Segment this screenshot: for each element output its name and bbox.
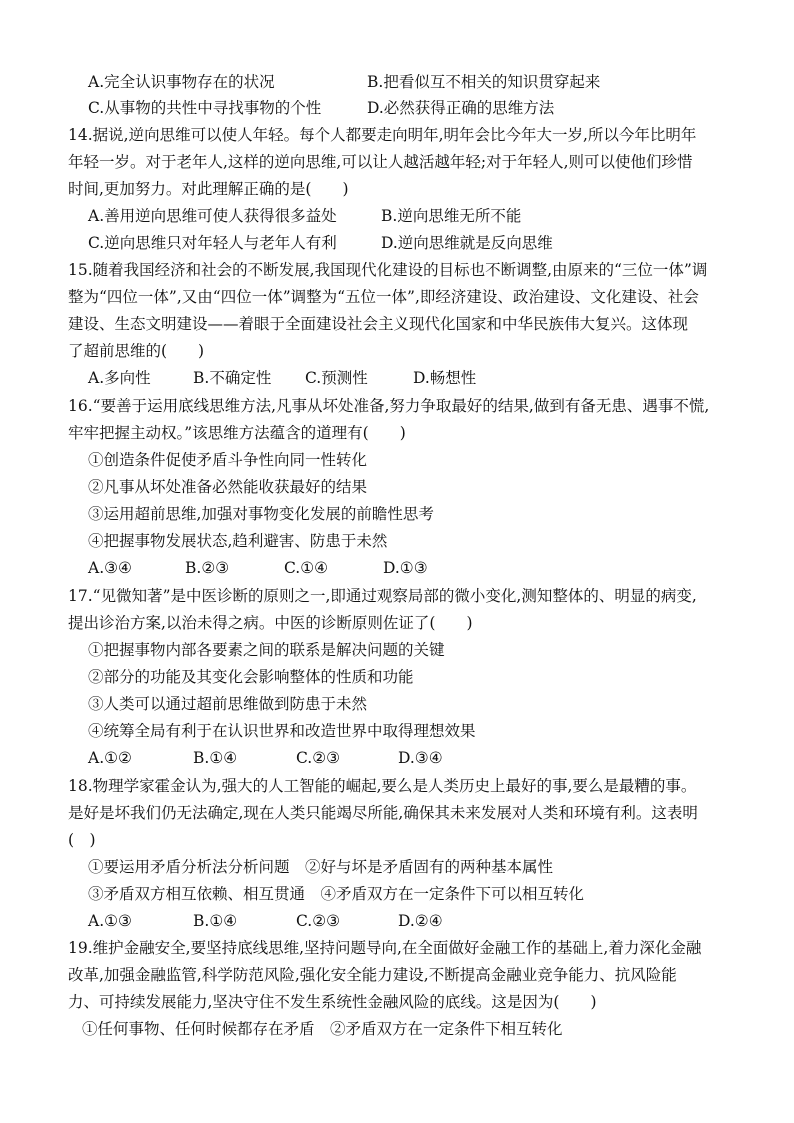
q15-stem-line-4: 了超前思维的( ) [68, 342, 205, 360]
q18-option-d: D.②④ [398, 912, 443, 930]
q14-option-a: A.善用逆向思维可使人获得很多益处 [88, 207, 337, 225]
q17-stem-line-1: 17.“见微知著”是中医诊断的原则之一,即通过观察局部的微小变化,测知整体的、明显的病变, [68, 587, 697, 605]
q17-statement-4: ④统筹全局有利于在认识世界和改造世界中取得理想效果 [88, 722, 476, 740]
q17-statement-2: ②部分的功能及其变化会影响整体的性质和功能 [88, 668, 414, 686]
q16-statement-2: ②凡事从坏处准备必然能收获最好的结果 [88, 478, 368, 496]
q16-statement-3: ③运用超前思维,加强对事物变化发展的前瞻性思考 [88, 505, 434, 523]
q18-option-a: A.①③ [88, 912, 132, 930]
q13-option-a: A.完全认识事物存在的状况 [88, 73, 275, 91]
q16-statement-1: ①创造条件促使矛盾斗争性向同一性转化 [88, 451, 368, 469]
q16-option-b: B.②③ [185, 559, 230, 577]
q17-stem-line-2: 提出诊治方案,以治未得之病。中医的诊断原则佐证了( ) [68, 614, 473, 632]
q14-stem-line-2: 年轻一岁。对于老年人,这样的逆向思维,可以让人越活越年轻;对于年轻人,则可以使他们珍惜 [68, 153, 693, 171]
q13-option-b: B.把看似互不相关的知识贯穿起来 [367, 73, 601, 91]
q15-option-c: C.预测性 [305, 369, 368, 387]
q14-option-c: C.逆向思维只对年轻人与老年人有利 [88, 234, 337, 252]
q15-option-d: D.畅想性 [413, 369, 477, 387]
q14-option-b: B.逆向思维无所不能 [381, 207, 522, 225]
q17-statement-1: ①把握事物内部各要素之间的联系是解决问题的关键 [88, 641, 445, 659]
q18-stem-line-1: 18.物理学家霍金认为,强大的人工智能的崛起,要么是人类历史上最好的事,要么是最糟的事。 [68, 777, 697, 795]
q16-option-a: A.③④ [88, 559, 132, 577]
q15-stem-line-1: 15.随着我国经济和社会的不断发展,我国现代化建设的目标也不断调整,由原来的“三位一体”调 [68, 261, 708, 279]
q15-stem-line-3: 建设、生态文明建设——着眼于全面建设社会主义现代化国家和中华民族伟大复兴。这体现 [68, 315, 689, 333]
q19-statement-row-1: ①任何事物、任何时候都存在矛盾 ②矛盾双方在一定条件下相互转化 [82, 1020, 563, 1038]
q14-option-d: D.逆向思维就是反向思维 [381, 234, 553, 252]
q16-stem-line-2: 牢牢把握主动权。”该思维方法蕴含的道理有( ) [68, 424, 406, 442]
q17-statement-3: ③人类可以通过超前思维做到防患于未然 [88, 695, 368, 713]
q19-stem-line-1: 19.维护金融安全,要坚持底线思维,坚持问题导向,在全面做好金融工作的基础上,着力深化金融 [68, 939, 702, 957]
q13-option-c: C.从事物的共性中寻找事物的个性 [88, 99, 322, 117]
q13-option-d: D.必然获得正确的思维方法 [367, 99, 555, 117]
q16-statement-4: ④把握事物发展状态,趋利避害、防患于未然 [88, 532, 388, 550]
q19-stem-line-2: 改革,加强金融监管,科学防范风险,强化安全能力建设,不断提高金融业竞争能力、抗风险能 [68, 966, 677, 984]
q19-stem-line-3: 力、可持续发展能力,坚决守住不发生系统性金融风险的底线。这是因为( ) [68, 993, 597, 1011]
q17-option-a: A.①② [88, 749, 132, 767]
q18-statement-row-2: ③矛盾双方相互依赖、相互贯通 ④矛盾双方在一定条件下可以相互转化 [88, 885, 585, 903]
q16-stem-line-1: 16.“要善于运用底线思维方法,凡事从坏处准备,努力争取最好的结果,做到有备无患、遇事不慌, [68, 397, 710, 415]
q17-option-d: D.③④ [398, 749, 443, 767]
q15-stem-line-2: 整为“四位一体”,又由“四位一体”调整为“五位一体”,即经济建设、政治建设、文化建设、社会 [68, 288, 699, 306]
q16-option-c: C.①④ [284, 559, 329, 577]
q14-stem-line-1: 14.据说,逆向思维可以使人年轻。每个人都要走向明年,明年会比今年大一岁,所以今年比明年 [68, 126, 697, 144]
q15-option-a: A.多向性 [88, 369, 151, 387]
q16-option-d: D.①③ [383, 559, 428, 577]
q18-option-c: C.②③ [296, 912, 341, 930]
q17-option-b: B.①④ [193, 749, 238, 767]
q15-option-b: B.不确定性 [193, 369, 272, 387]
q18-option-b: B.①④ [193, 912, 238, 930]
q14-stem-line-3: 时间,更加努力。对此理解正确的是( ) [68, 180, 349, 198]
q18-stem-line-3: ( ) [68, 831, 96, 849]
q18-statement-row-1: ①要运用矛盾分析法分析问题 ②好与坏是矛盾固有的两种基本属性 [88, 858, 554, 876]
q18-stem-line-2: 是好是坏我们仍无法确定,现在人类只能竭尽所能,确保其未来发展对人类和环境有利。这表明 [68, 804, 698, 822]
q17-option-c: C.②③ [296, 749, 341, 767]
